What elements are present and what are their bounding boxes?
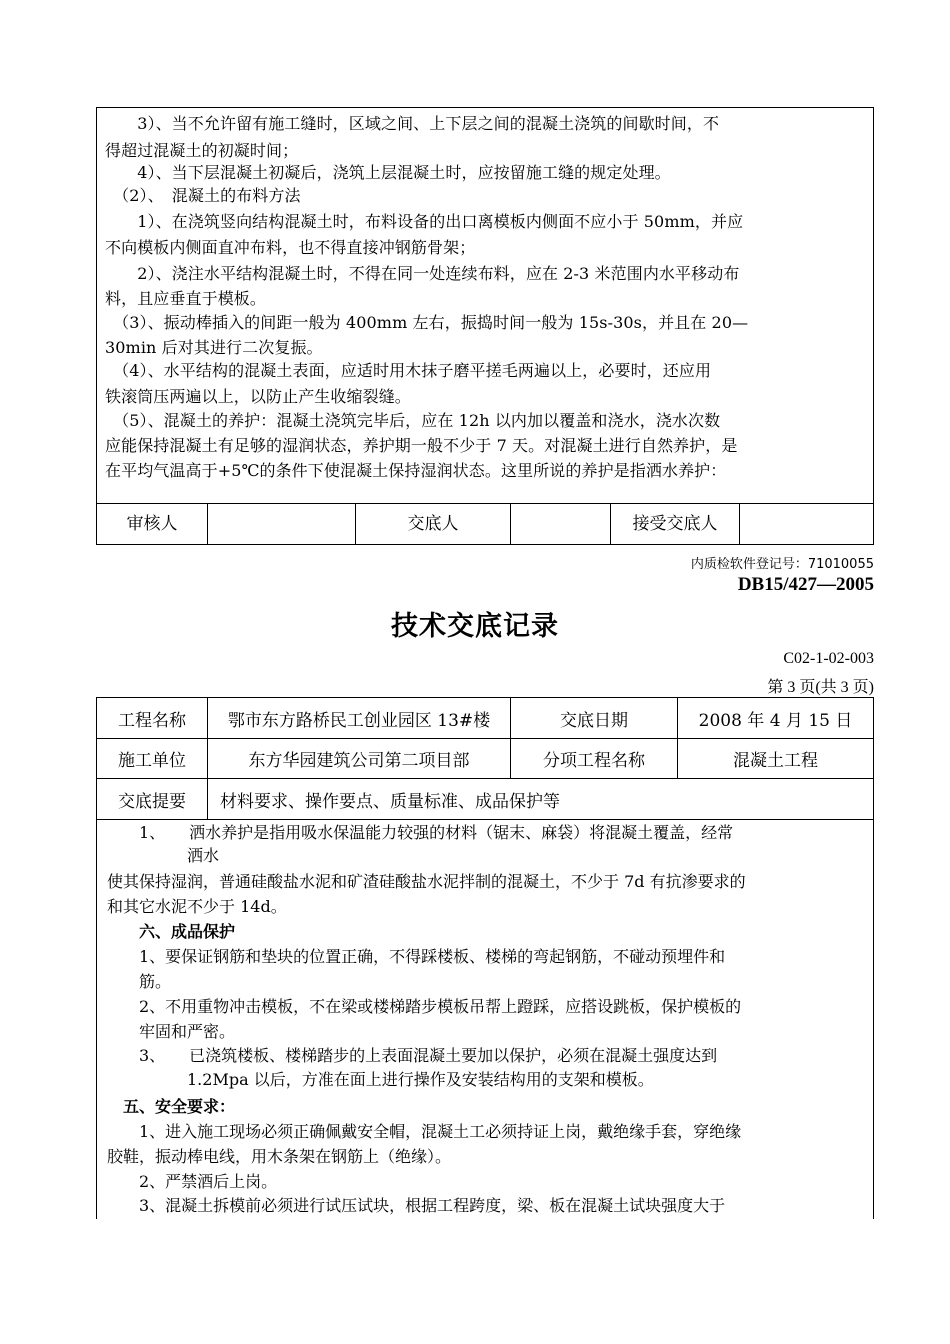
body-line: 1、进入施工现场必须正确佩戴安全帽，混凝土工必须持证上岗，戴绝缘手套，穿绝缘 [107, 1122, 742, 1141]
body-line: 2、严禁酒后上岗。 [107, 1172, 278, 1191]
text-line: 1）、在浇筑竖向结构混凝土时，布料设备的出口离模板内侧面不应小于 50mm，并应 [105, 212, 744, 231]
presenter-label: 交底人 [356, 504, 511, 544]
registration-number: 内质检软件登记号：71010055 [690, 557, 874, 572]
section-heading-product-protection: 六、成品保护 [107, 922, 236, 941]
project-name-value: 鄂市东方路桥民工创业园区 13#楼 [208, 698, 511, 738]
summary-label: 交底提要 [97, 779, 208, 819]
subproject-value: 混凝土工程 [733, 751, 818, 771]
body-line: 1、 洒水养护是指用吸水保温能力较强的材料（锯末、麻袋）将混凝土覆盖，经常 [107, 823, 734, 842]
text-line: （5）、混凝土的养护：混凝土浇筑完毕后，应在 12h 以内加以覆盖和浇水，浇水次数 [105, 411, 721, 430]
reviewer-label: 审核人 [97, 504, 208, 544]
info-row-summary [97, 779, 873, 820]
subproject-label: 分项工程名称 [511, 739, 678, 778]
body-line: 3、 已浇筑楼板、楼梯踏步的上表面混凝土要加以保护，必须在混凝土强度达到 [107, 1046, 718, 1065]
text-line: 铁滚筒压两遍以上，以防止产生收缩裂缝。 [105, 387, 411, 406]
receiver-value [740, 504, 873, 544]
technical-disclosure-table [96, 697, 874, 1219]
receiver-label: 接受交底人 [611, 504, 740, 544]
text-line: 料，且应垂直于模板。 [105, 289, 267, 308]
text-line: 4）、当下层混凝土初凝后，浇筑上层混凝土时，应按留施工缝的规定处理。 [105, 163, 671, 182]
body-line: 3、混凝土拆模前必须进行试压试块，根据工程跨度，梁、板在混凝土试块强度大于 [107, 1196, 726, 1215]
section-heading-safety: 五、安全要求： [107, 1097, 236, 1116]
body-line: 2、不用重物冲击模板，不在梁或楼梯踏步模板吊帮上蹬踩，应搭设跳板，保护模板的 [107, 997, 742, 1016]
text-line: 应能保持混凝土有足够的湿润状态，养护期一般不少于 7 天。对混凝土进行自然养护，是 [105, 436, 738, 455]
date-label: 交底日期 [511, 698, 678, 738]
text-line: （3）、振动棒插入的间距一般为 400mm 左右，振捣时间一般为 15s-30s，并且在 20— [105, 313, 749, 332]
text-line: （2）、 混凝土的布料方法 [105, 186, 301, 205]
form-code: C02-1-02-003 [783, 650, 874, 667]
text-line: 30min 后对其进行二次复振。 [105, 338, 323, 357]
text-line: 3）、当不允许留有施工缝时，区域之间、上下层之间的混凝土浇筑的间歇时间，不 [105, 114, 720, 133]
signature-row [97, 503, 873, 544]
unit-value: 东方华园建筑公司第二项目部 [208, 739, 511, 778]
text-line: 2）、浇注水平结构混凝土时，不得在同一处连续布料，应在 2-3 米范围内水平移动布 [105, 264, 740, 283]
page-number: 第 3 页(共 3 页) [767, 679, 874, 696]
info-row-unit [97, 739, 873, 779]
body-line: 筋。 [107, 972, 172, 991]
body-line: 1.2Mpa 以后，方准在面上进行操作及安装结构用的支架和模板。 [107, 1070, 654, 1089]
previous-page-content-box [96, 107, 874, 545]
body-line: 牢固和严密。 [107, 1022, 236, 1041]
body-line: 和其它水泥不少于 14d。 [107, 897, 287, 916]
document-title: 技术交底记录 [391, 611, 559, 642]
text-line: 不向模板内侧面直冲布料，也不得直接冲钢筋骨架； [105, 238, 476, 257]
standard-number: DB15/427—2005 [737, 574, 874, 595]
text-line: 得超过混凝土的初凝时间； [105, 141, 299, 160]
text-line: （4）、水平结构的混凝土表面，应适时用木抹子磨平搓毛两遍以上，必要时，还应用 [105, 361, 712, 380]
unit-label: 施工单位 [97, 739, 208, 778]
date-value: 2008 年 4 月 15 日 [698, 710, 853, 731]
body-line: 洒水 [107, 846, 220, 865]
body-line: 1、要保证钢筋和垫块的位置正确，不得踩楼板、楼梯的弯起钢筋，不碰动预埋件和 [107, 947, 726, 966]
reviewer-value [208, 504, 356, 544]
text-line: 在平均气温高于+5℃的条件下使混凝土保持湿润状态。这里所说的养护是指洒水养护： [105, 461, 727, 480]
summary-value: 材料要求、操作要点、质量标准、成品保护等 [220, 791, 560, 812]
presenter-value [511, 504, 611, 544]
body-line: 胶鞋，振动棒电线，用木条架在钢筋上（绝缘）。 [107, 1147, 452, 1166]
body-line: 使其保持湿润，普通硅酸盐水泥和矿渣硅酸盐水泥拌制的混凝土，不少于 7d 有抗渗要求的 [107, 872, 746, 891]
info-row-project [97, 698, 873, 739]
project-name-label: 工程名称 [97, 698, 208, 738]
